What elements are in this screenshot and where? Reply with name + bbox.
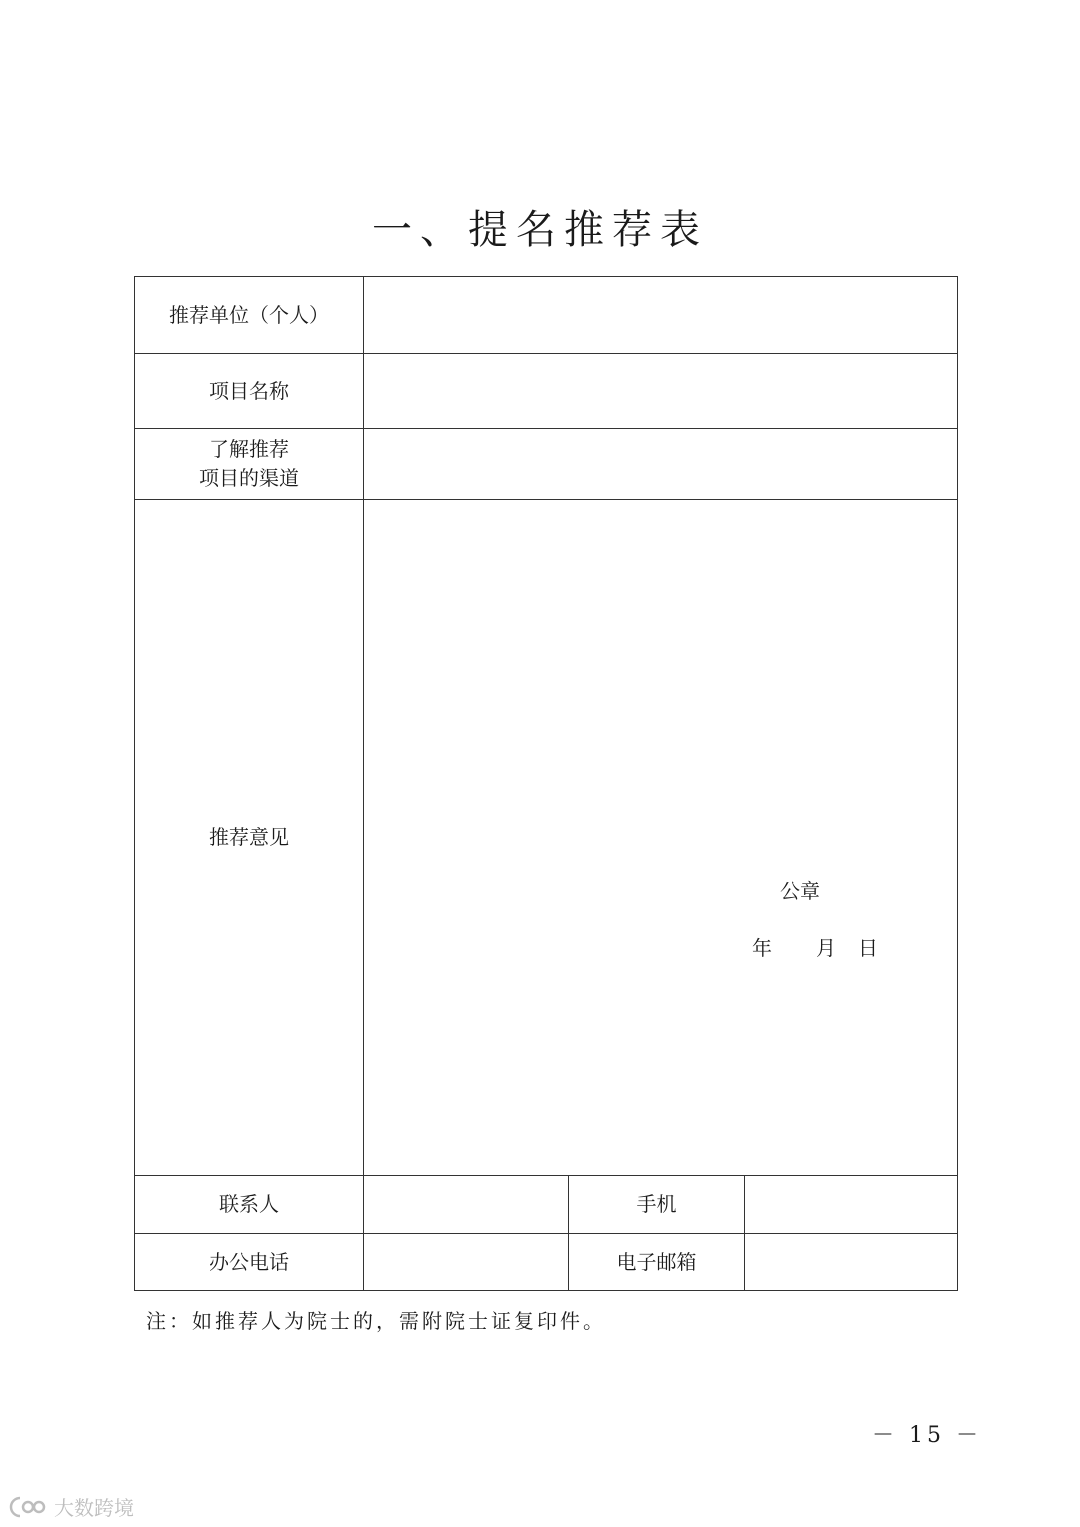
date-year-label: 年 xyxy=(752,936,772,960)
channel-label-line2: 项目的渠道 xyxy=(199,466,299,490)
page-title: 一、提名推荐表 xyxy=(372,207,708,253)
table-row xyxy=(135,1176,958,1234)
date-day-label: 日 xyxy=(858,936,878,960)
opinion-field[interactable] xyxy=(364,500,958,1176)
table-row xyxy=(135,354,958,429)
recommender-label: 推荐单位（个人） xyxy=(135,277,364,354)
mobile-label: 手机 xyxy=(569,1176,745,1234)
mobile-field[interactable] xyxy=(745,1176,958,1234)
footnote: 注：如推荐人为院士的，需附院士证复印件。 xyxy=(146,1309,606,1333)
table-row xyxy=(135,429,958,500)
project-name-field[interactable] xyxy=(364,354,958,429)
seal-label: 公章 xyxy=(780,879,820,903)
date-month-label: 月 xyxy=(816,936,836,960)
contact-person-label: 联系人 xyxy=(135,1176,364,1234)
recommender-field[interactable] xyxy=(364,277,958,354)
watermark xyxy=(8,1492,134,1521)
table-row xyxy=(135,1234,958,1291)
email-field[interactable] xyxy=(745,1234,958,1291)
channel-label xyxy=(135,429,364,500)
email-label: 电子邮箱 xyxy=(569,1234,745,1291)
contact-person-field[interactable] xyxy=(364,1176,569,1234)
table-row xyxy=(135,277,958,354)
channel-field[interactable] xyxy=(364,429,958,500)
office-phone-label: 办公电话 xyxy=(135,1234,364,1291)
watermark-logo-icon xyxy=(8,1495,48,1519)
channel-label-line1: 了解推荐 xyxy=(209,437,289,461)
project-name-label: 项目名称 xyxy=(135,354,364,429)
watermark-text: 大数跨境 xyxy=(54,1496,134,1520)
office-phone-field[interactable] xyxy=(364,1234,569,1291)
date-line xyxy=(730,932,878,961)
page-number: － 15 － xyxy=(872,1423,982,1448)
nomination-form-table xyxy=(134,276,958,1291)
opinion-label: 推荐意见 xyxy=(135,500,364,1176)
table-row xyxy=(135,500,958,1176)
